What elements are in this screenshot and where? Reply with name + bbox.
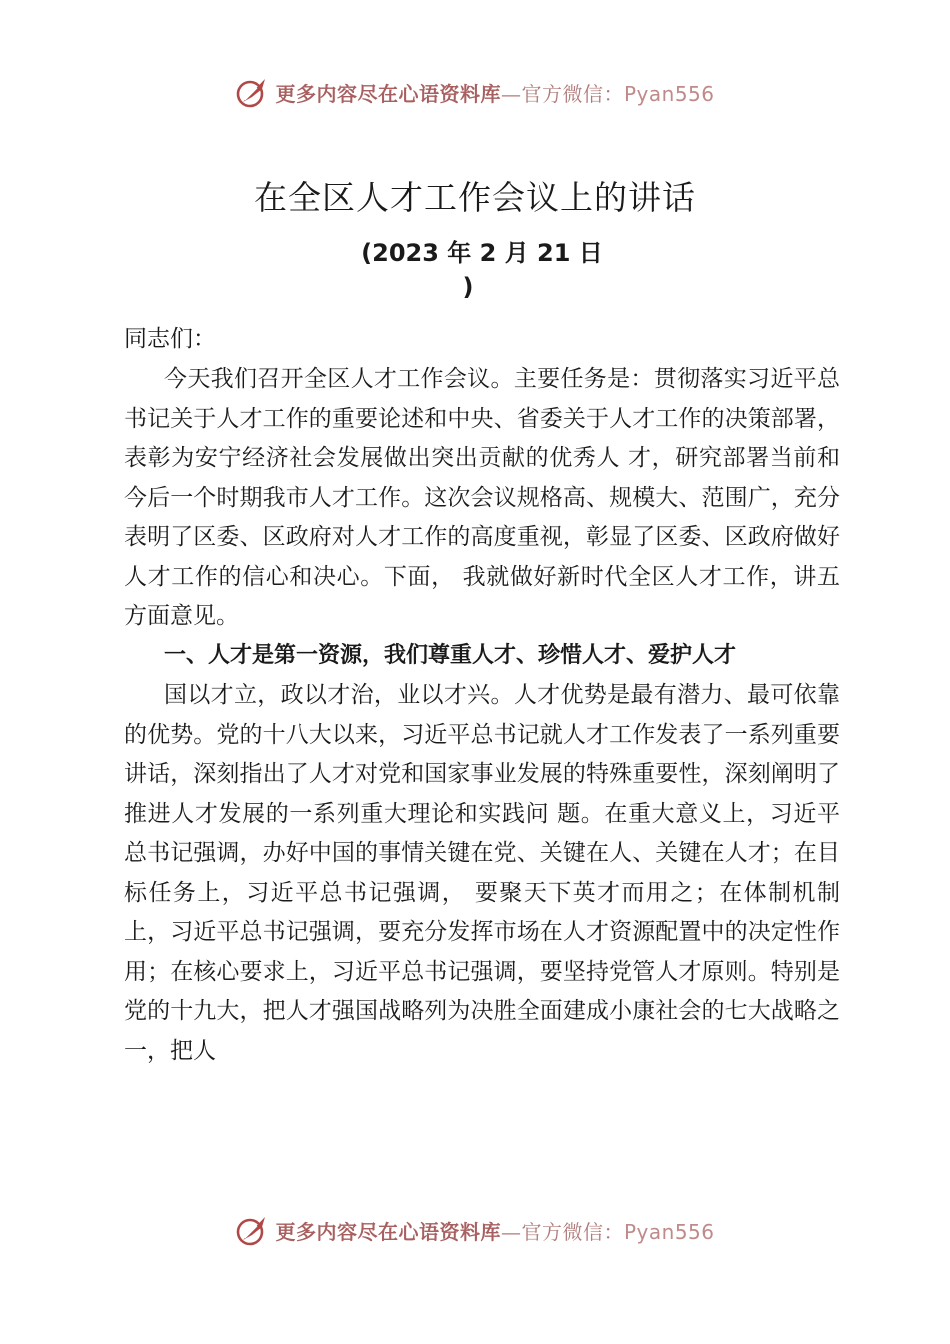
quill-logo-icon bbox=[235, 1213, 269, 1247]
banner-text bbox=[275, 78, 714, 107]
header-banner bbox=[0, 70, 950, 114]
quill-logo-icon bbox=[235, 75, 269, 109]
page-title: 在全区人才工作会议上的讲话 bbox=[254, 178, 696, 217]
banner-rest: —官方微信： bbox=[500, 81, 624, 106]
banner-rest: —官方微信： bbox=[500, 1219, 624, 1244]
paragraph-1: 今天我们召开全区人才工作会议。主要任务是：贯彻落实习近平总书记关于人才工作的重要论述和中央、省委关于人才工作的决策部署，表彰为安宁经济社会发展做出突出贡献的优秀人 才，研究部署当前和今后一个时期我市人才工作。这次会议规格高、规模大、范围广，充分表明了区委、区政府对人才工作的高度重视，彰显了区委、区政府做好人才工作的信心和决心。下面， 我就做好新时代全区人才工作，讲五方面意见。 bbox=[124, 366, 840, 629]
banner-lead: 更多内容尽在心语资料库 bbox=[275, 81, 501, 106]
date-line-1: (2023 年 2 月 21 日 bbox=[361, 239, 603, 267]
banner-text bbox=[275, 1216, 714, 1245]
greeting: 同志们： bbox=[124, 326, 216, 352]
banner-wechat-id: Pyan556 bbox=[623, 1219, 715, 1244]
banner-wechat-id: Pyan556 bbox=[623, 81, 715, 106]
speech-date bbox=[0, 236, 950, 304]
section-heading-1: 一、人才是第一资源，我们尊重人才、珍惜人才、爱护人才 bbox=[164, 643, 737, 668]
date-line-2: ) bbox=[462, 273, 474, 301]
footer-banner bbox=[0, 1208, 950, 1252]
paragraph-2: 国以才立，政以才治，业以才兴。人才优势是最有潜力、最可依靠的优势。党的十八大以来，习近平总书记就人才工作发表了一系列重要讲话，深刻指出了人才对党和国家事业发展的特殊重要性，深刻阐明了推进人才发展的一系列重大理论和实践问 题。在重大意义上，习近平总书记强调，办好中国的事情关键在党、关键在人、关键在人才；在目标任务上，习近平总书记强调， 要聚天下英才而用之；在体制机制上，习近平总书记强调，要充分发挥市场在人才资源配置中的决定性作用；在核心要求上，习近平总书记强调，要坚持党管人才原则。特别是党的十九大，把人才强国战略列为决胜全面建成小康社会的七大战略之一，把人 bbox=[124, 682, 840, 1064]
banner-lead: 更多内容尽在心语资料库 bbox=[275, 1219, 501, 1244]
